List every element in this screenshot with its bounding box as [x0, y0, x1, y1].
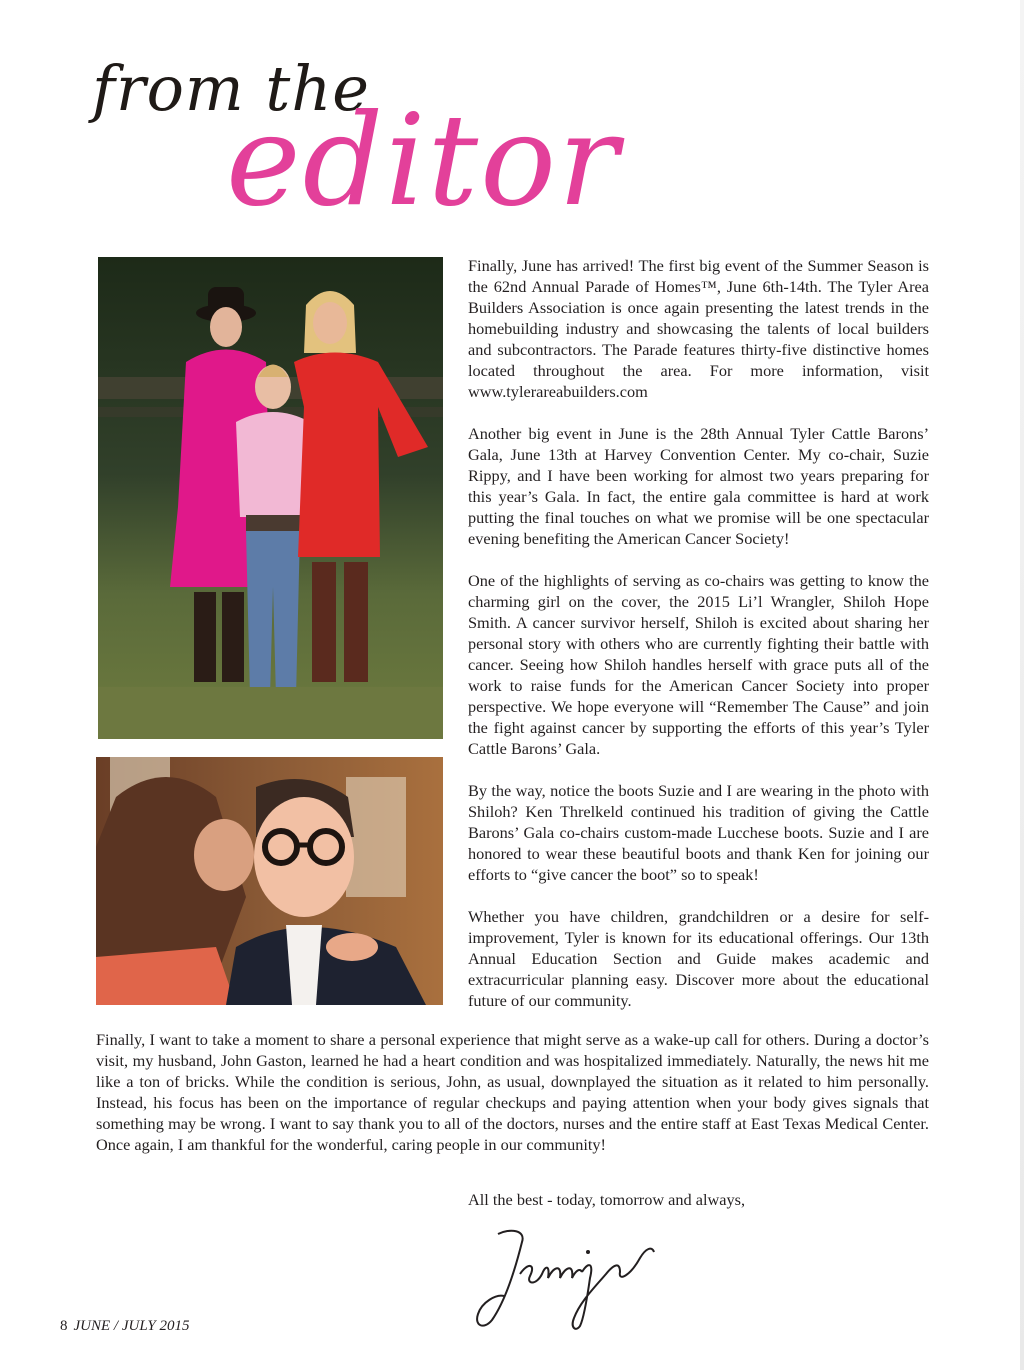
family-photo [98, 257, 443, 739]
paragraph-boots: By the way, notice the boots Suzie and I are wearing in the photo with Shiloh? Ken Threlkeld continued his tradition of giving the Cattle Barons’ Gala co-chairs custom-made Lucchese boots. Suzie and I are honored to wear these beautiful boots and thank Ken for joining our efforts to “give cancer the boot” so to speak! [468, 781, 929, 884]
paragraph-personal: Finally, I want to take a moment to share a personal experience that might serve as a wake-up call for others. During a doctor’s visit, my husband, John Gaston, learned he had a heart condition and was hospitalized immediately. Naturally, the news hit me like a ton of bricks. While the condition is serious, John, as usual, downplayed the situation as it related to him personally. Instead, his focus has been on the importance of regular checkups and paying attention when your body gives signals that something may be wrong. I want to say thank you to all of the doctors, nurses and the entire staff at East Texas Medical Center. Once again, I am thankful for the wonderful, caring people in our community! [96, 1030, 929, 1154]
issue-date: JUNE / JULY 2015 [73, 1318, 190, 1334]
page-footer [60, 1318, 189, 1335]
closing-line: All the best - today, tomorrow and always, [468, 1190, 746, 1209]
couple-photo [96, 757, 443, 1005]
paragraph-lil-wrangler: One of the highlights of serving as co-chairs was getting to know the charming girl on the cover, the 2015 Li’l Wrangler, Shiloh Hope Smith. A cancer survivor herself, Shiloh is excited about sharing her personal story with others who are currently fighting their battle with cancer. Seeing how Shiloh handles herself with grace puts all of the work to raise funds for the American Cancer Society into proper perspective. We hope everyone will “Remember The Cause” and join the fight against cancer by supporting the efforts of this year’s Tyler Cattle Barons’ Gala. [468, 571, 929, 758]
paragraph-cattle-barons-gala: Another big event in June is the 28th Annual Tyler Cattle Barons’ Gala, June 13th at Harvey Convention Center. My co-chair, Suzie Rippy, and I have been working for almost two years preparing for this year’s Gala. In fact, the entire gala committee is hard at work putting the final touches on what we promise will be one spectacular evening benefiting the American Cancer Society! [468, 424, 929, 548]
page-number: 8 [60, 1318, 68, 1334]
header-title: editor [226, 87, 621, 234]
paragraph-education: Whether you have children, grandchildren or a desire for self-improvement, Tyler is known for its educational offerings. Our 13th Annual Education Section and Guide makes academic and extracurricular planning easy. Discover more about the educational future of our community. [468, 907, 929, 1010]
paragraph-parade-of-homes: Finally, June has arrived! The first big event of the Summer Season is the 62nd Annual Parade of Homes™, June 6th-14th. The Tyler Area Builders Association is once again presenting the latest trends in the homebuilding industry and showcasing the talents of local builders and subcontractors. The Parade features thirty-five distinctive homes located throughout the area. For more information, visit www.tylerareabuilders.com [468, 256, 929, 401]
signature [470, 1222, 660, 1334]
page-edge [1020, 0, 1024, 1370]
header-kicker: from the [92, 52, 370, 125]
main-column [468, 255, 929, 1032]
